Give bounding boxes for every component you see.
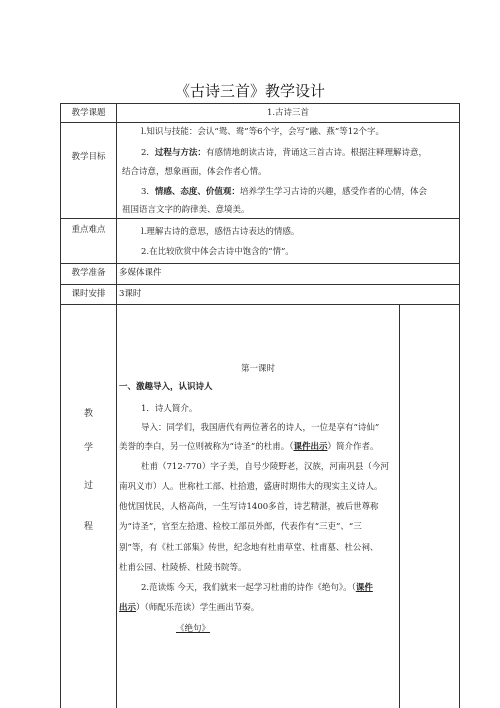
row-divider	[61, 122, 459, 123]
bio-paragraph-line: 杜甫（712-770）字子美，自号少陵野老，汉族，河南巩县（今河	[141, 462, 389, 472]
bio-paragraph-line: 为“诗圣”，官至左拾遗、检校工部员外郎，代表作有“三吏”、“三	[119, 522, 362, 532]
key-point-2: 2.在比较欣赏中体会古诗中饱含的“情”。	[141, 247, 294, 257]
row-divider	[61, 284, 459, 285]
poet-intro-item: 1．诗人简介。	[141, 404, 198, 414]
goal-2-cont: 结合诗意，想象画面，体会作者心情。	[122, 167, 267, 177]
bio-paragraph-line: 他忧国忧民，人格高尚，一生写诗1400多首，诗艺精湛，被后世尊称	[119, 502, 379, 512]
process-label-char: 教	[83, 409, 93, 419]
reading-paragraph-line: 出示）（师配乐范读）学生画出节奏。	[119, 603, 260, 613]
goal-2: 2．过程与方法：有感情地朗读古诗，背诵这三首古诗。根据注释理解诗意，	[141, 148, 427, 158]
course-value: 1.古诗三首	[266, 108, 310, 118]
schedule-label: 课时安排	[71, 289, 106, 299]
column-divider	[116, 104, 117, 708]
poem-title: 《绝句》	[176, 624, 211, 634]
lesson-plan-table	[60, 103, 460, 708]
course-label: 教学课题	[71, 108, 106, 118]
document-title: 《古诗三首》教学设计	[174, 82, 325, 100]
lesson-heading: 第一课时	[240, 364, 275, 374]
prep-value: 多媒体课件	[119, 268, 162, 278]
schedule-value: 3课时	[119, 289, 142, 299]
goal-1: l.知识与技能：会认“鸳、鸯”等6个字，会写“融、燕”等12个字。	[141, 127, 385, 137]
process-label-char: 程	[83, 522, 93, 532]
row-divider	[61, 218, 459, 219]
process-label-char: 学	[83, 443, 93, 453]
bio-paragraph-line: 南巩义市）人。世称杜工部、杜拾遗，盛唐时期伟大的现实主义诗人。	[119, 482, 383, 492]
goal-3-cont: 祖国语言文字的韵律美、意境美。	[122, 205, 250, 215]
bio-paragraph-line: 杜甫公园、杜陵桥、杜陵书院等。	[119, 563, 247, 573]
row-divider	[61, 263, 459, 264]
process-label-char: 过	[83, 481, 93, 491]
goals-label: 教学目标	[71, 152, 106, 162]
reading-paragraph-line: 2.范读炼 今天，我们就来一起学习杜甫的诗作《绝句》。（课件	[141, 583, 373, 593]
intro-paragraph-line: 导入：同学们，我国唐代有两位著名的诗人，一位是享有“诗仙”	[141, 423, 380, 433]
intro-paragraph-line: 美誉的李白，另一位则被称为“诗圣”的杜甫。（课件出示）简介作者。	[119, 442, 379, 452]
bio-paragraph-line: 别”等，有《杜工部集》传世，纪念地有杜甫草堂、杜甫墓、杜公祠、	[119, 543, 379, 553]
key-points-label: 重点难点	[71, 225, 106, 235]
column-divider	[399, 304, 400, 708]
prep-label: 教学准备	[71, 268, 106, 278]
goal-3: 3．情感、态度、价值观：培养学生学习古诗的兴趣，感受作者的心情，体会	[141, 187, 427, 197]
section-1-heading: 一、激趣导入，认识诗人	[119, 382, 213, 392]
key-point-1: l.理解古诗的意思，感悟古诗表达的情感。	[141, 227, 300, 237]
